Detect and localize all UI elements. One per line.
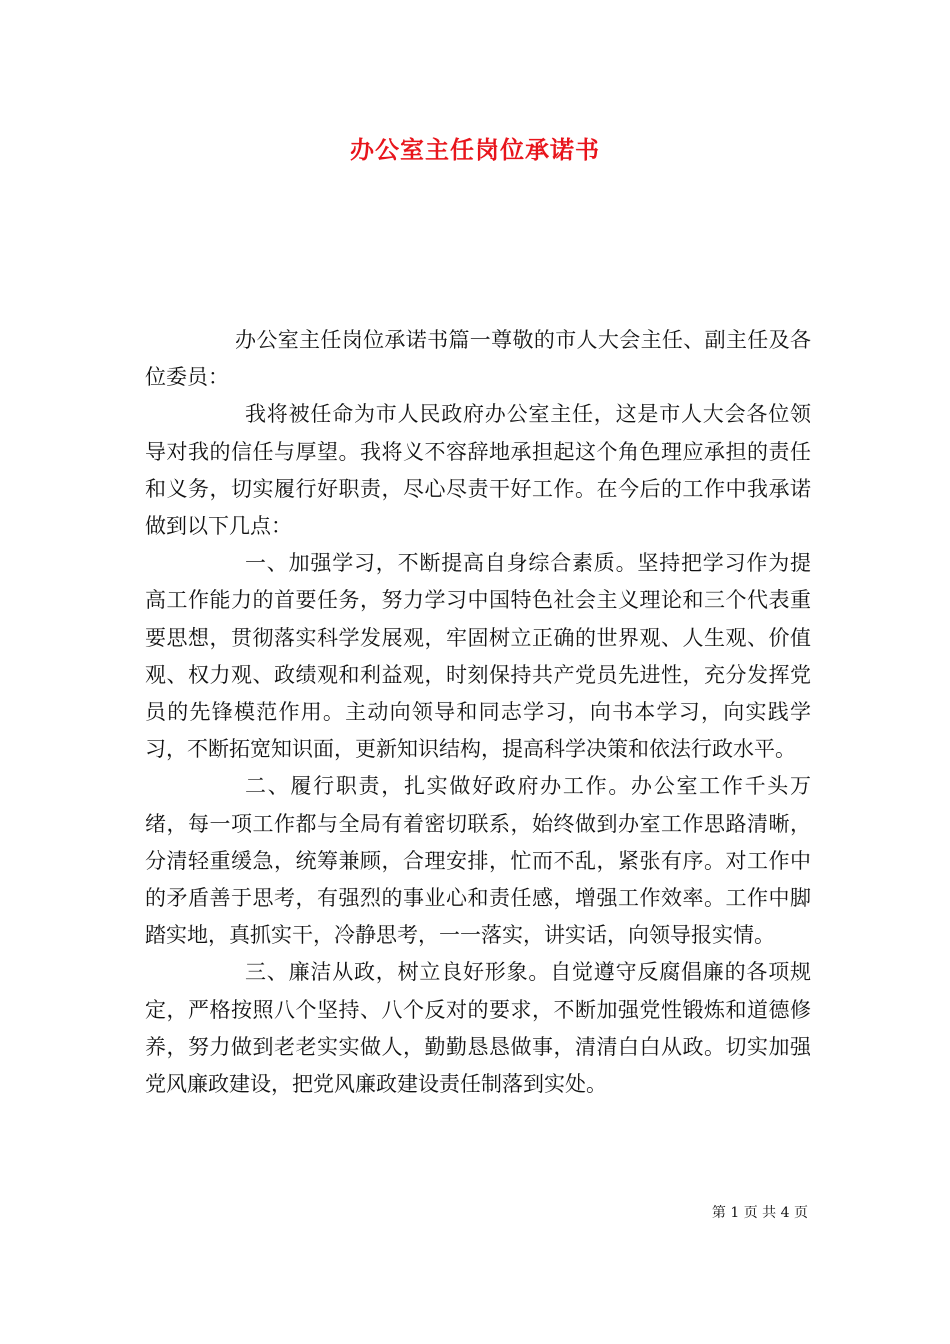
document-body [145,322,811,1103]
body-paragraph: 一、加强学习，不断提高自身综合素质。坚持把学习作为提高工作能力的首要任务，努力学习中国特色社会主义理论和三个代表重要思想，贯彻落实科学发展观，牢固树立正确的世界观、人生观、价值观、权力观、政绩观和利益观，时刻保持共产党员先进性，充分发挥党员的先锋模范作用。主动向领导和同志学习，向书本学习，向实践学习，不断拓宽知识面，更新知识结构，提高科学决策和依法行政水平。 [145,551,811,762]
body-paragraph: 二、履行职责，扎实做好政府办工作。办公室工作千头万绪，每一项工作都与全局有着密切联系，始终做到办室工作思路清晰，分清轻重缓急，统筹兼顾，合理安排，忙而不乱，紧张有序。对工作中的矛盾善于思考，有强烈的事业心和责任感，增强工作效率。工作中脚踏实地，真抓实干，冷静思考，一一落实，讲实话，向领导报实情。 [145,774,811,948]
body-paragraph: 三、廉洁从政，树立良好形象。自觉遵守反腐倡廉的各项规定，严格按照八个坚持、八个反对的要求，不断加强党性锻炼和道德修养，努力做到老老实实做人，勤勤恳恳做事，清清白白从政。切实加强党风廉政建设，把党风廉政建设责任制落到实处。 [145,960,811,1097]
salutation-paragraph: 办公室主任岗位承诺书篇一尊敬的市人大会主任、副主任及各位委员： [145,328,811,390]
page-number: 第 1 页 共 4 页 [711,1205,808,1221]
document-title: 办公室主任岗位承诺书 [350,135,600,164]
body-paragraph: 我将被任命为市人民政府办公室主任，这是市人大会各位领导对我的信任与厚望。我将义不容辞地承担起这个角色理应承担的责任和义务，切实履行好职责，尽心尽责干好工作。在今后的工作中我承诺做到以下几点： [145,402,811,539]
